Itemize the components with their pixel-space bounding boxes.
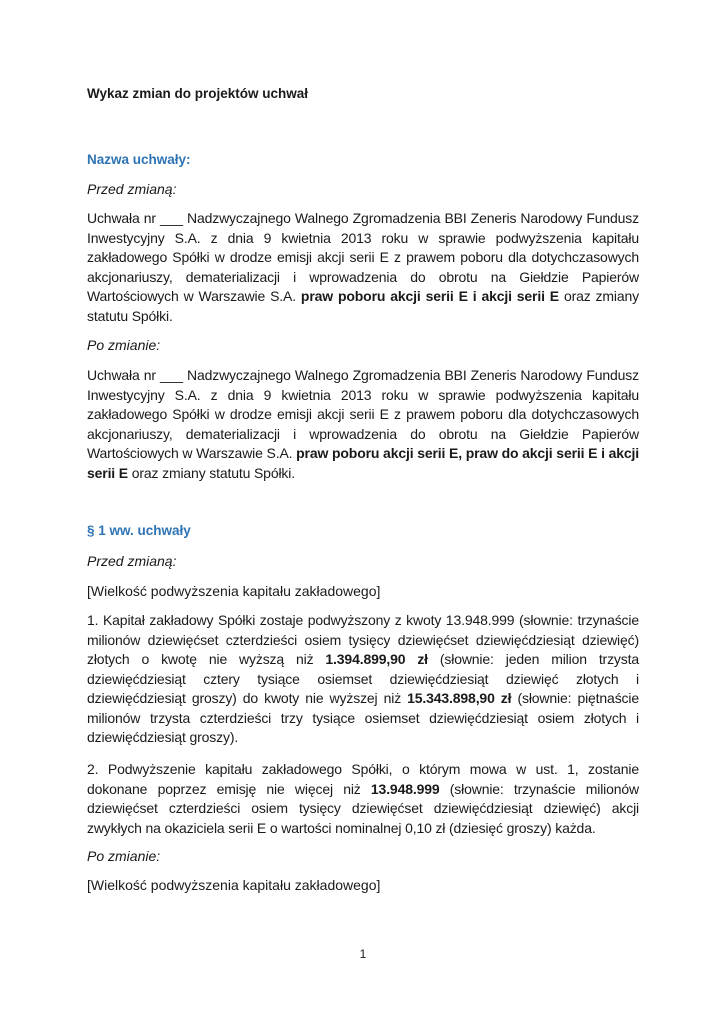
- before-change-label: Przed zmianą:: [87, 553, 177, 569]
- section-heading-resolution-name: Nazwa uchwały:: [87, 152, 191, 167]
- bold-amount: 13.948.999: [370, 780, 440, 797]
- resolution-name-after: [87, 366, 639, 483]
- after-change-label: Po zmianie:: [87, 848, 161, 864]
- after-change-label: Po zmianie:: [87, 337, 161, 353]
- subtitle-capital-increase: [Wielkość podwyższenia kapitału zakładowego]: [87, 583, 381, 599]
- bold-text-run: praw poboru akcji serii E i akcji serii E: [300, 288, 559, 304]
- text-run: oraz zmiany statutu Spółki.: [87, 288, 640, 324]
- text-run: oraz zmiany statutu Spółki.: [127, 464, 295, 481]
- text-run: Uchwała nr ___ Nadzwyczajnego Walnego Zgromadzenia BBI Zeneris Narodowy Fundusz Inwestycyjny S.A. z dnia 9 kwietnia 2013 roku w sprawie podwyższenia kapitału zakładowego Spółki w drodze emisji akcji serii E z prawem poboru dla dotychczasowych akcjonariuszy, dematerializacji i wprowadzenia do obrotu na Giełdzie Papierów Wartościowych w Warszawie S.A.: [87, 367, 639, 461]
- bold-amount: 15.343.898,90 zł: [407, 690, 512, 706]
- paragraph-point-1: [87, 611, 639, 748]
- text-run: 1. Kapitał zakładowy Spółki zostaje podwyższony z kwoty 13.948.999 (słownie: trzynaście milionów dziewięćset czterdzieści osiem tysięcy dziewięćset dziewięćdziesiąt dziewięć) złotych o kwotę nie wyższą niż: [87, 612, 639, 667]
- text-run: 2. Podwyższenie kapitału zakładowego Spółki, o którym mowa w ust. 1, zostanie dokonane poprzez emisję nie więcej niż: [87, 761, 639, 797]
- section-heading-paragraph-1: § 1 ww. uchwały: [87, 523, 191, 538]
- resolution-name-before: [87, 209, 639, 326]
- text-run: (słownie: jeden milion trzysta dziewięćdziesiąt cztery tysiące osiemset dziewięćdziesiąt dziewięć złotych i dziewięćdziesiąt groszy) do kwoty nie wyższej niż: [87, 651, 639, 706]
- subtitle-capital-increase-after: [Wielkość podwyższenia kapitału zakładowego]: [87, 877, 381, 893]
- text-run: Uchwała nr ___ Nadzwyczajnego Walnego Zgromadzenia BBI Zeneris Narodowy Fundusz Inwestycyjny S.A. z dnia 9 kwietnia 2013 roku w sprawie podwyższenia kapitału zakładowego Spółki w drodze emisji akcji serii E z prawem poboru dla dotychczasowych akcjonariuszy, dematerializacji i wprowadzenia do obrotu na Giełdzie Papierów Wartościowych w Warszawie S.A.: [87, 210, 639, 304]
- page-number: 1: [359, 947, 367, 961]
- document-title: Wykaz zmian do projektów uchwał: [87, 86, 309, 101]
- before-change-label: Przed zmianą:: [87, 181, 177, 197]
- bold-amount: 1.394.899,90 zł: [325, 651, 428, 667]
- text-run: (słownie: trzynaście milionów dziewięćset czterdzieści osiem tysięcy dziewięćset dziewięćdziesiąt dziewięć) akcji zwykłych na okaziciela serii E o wartości nominalnej 0,10 zł (dziesięć groszy) każda.: [87, 780, 639, 836]
- paragraph-point-2: [87, 760, 639, 838]
- document-page: [87, 0, 639, 1024]
- bold-text-run: praw poboru akcji serii E, praw do akcji serii E i akcji serii E: [87, 445, 639, 481]
- text-run: (słownie: piętnaście milionów trzysta czterdzieści trzy tysiące osiemset dziewięćdziesiąt osiem złotych i dziewięćdziesiąt groszy).: [87, 690, 639, 745]
